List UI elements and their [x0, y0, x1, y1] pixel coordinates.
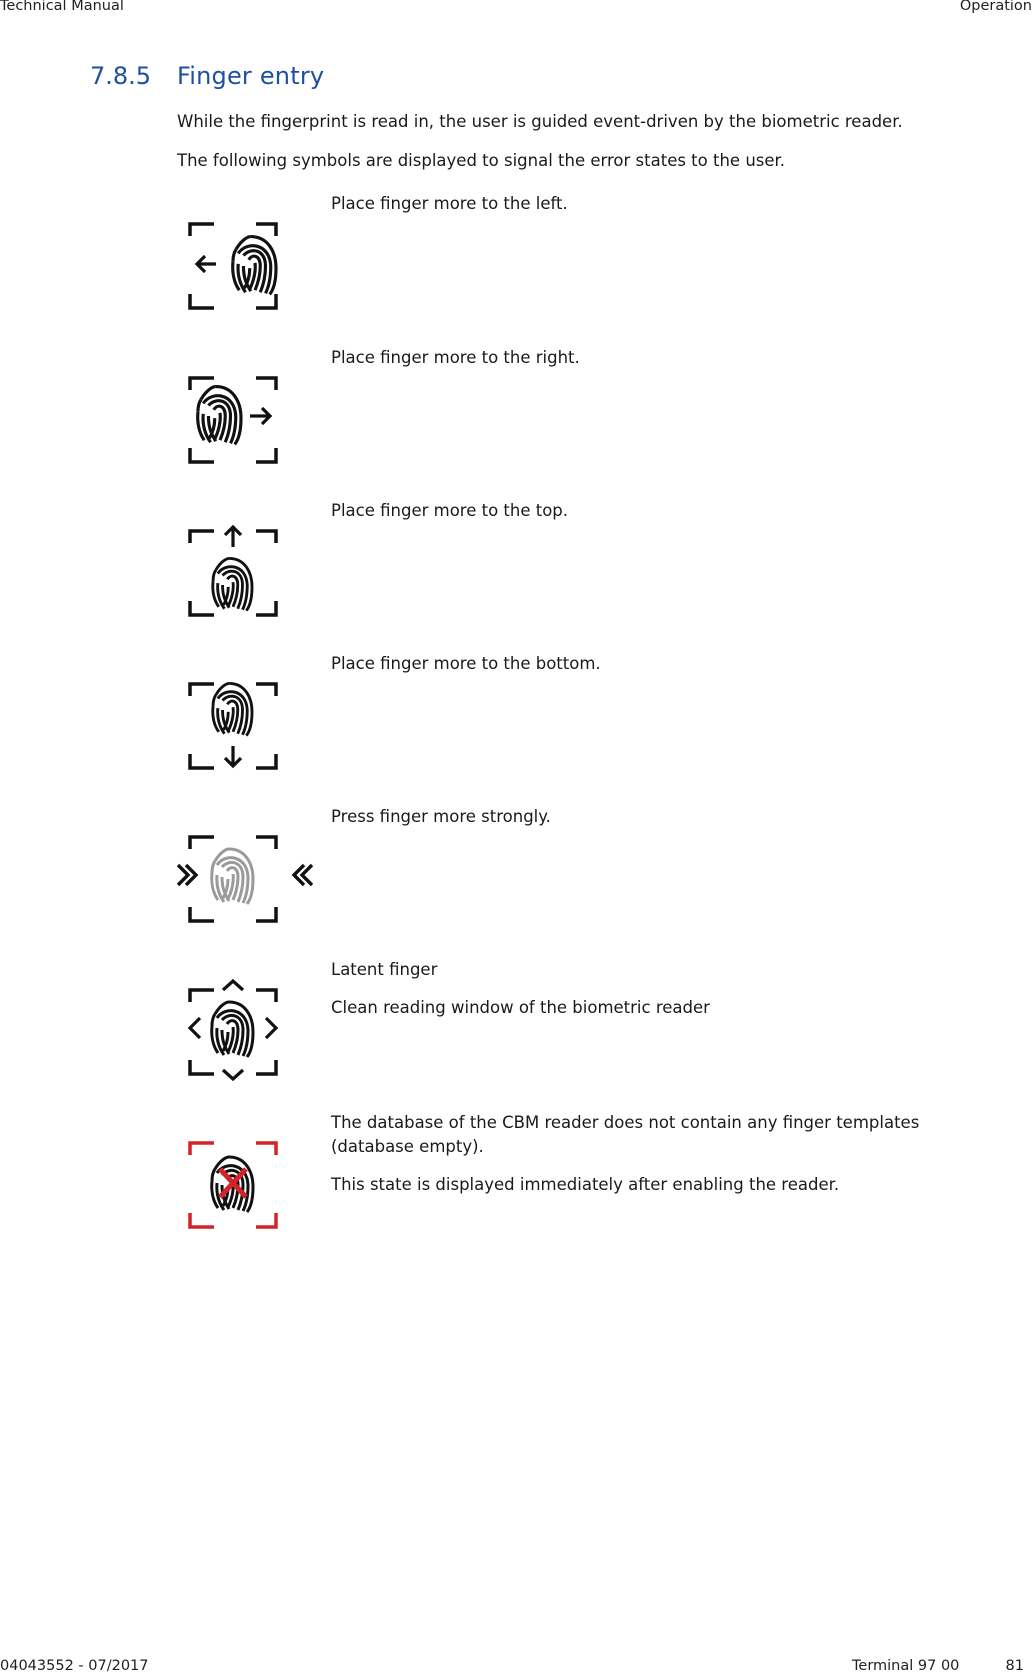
state-text: Latent finger — [331, 960, 438, 979]
section-title: Finger entry — [177, 62, 325, 90]
finger-left-icon — [170, 206, 320, 318]
state-text: Press finger more strongly. — [331, 807, 551, 826]
finger-press-icon — [170, 819, 320, 931]
state-text: The database of the CBM reader does not contain any finger templates (database empty). — [331, 1113, 920, 1156]
state-text: Place finger more to the bottom. — [331, 654, 601, 673]
footer-product-name: Terminal 97 00 — [852, 1658, 960, 1674]
footer-document-number: 04043552 - 07/2017 — [0, 1658, 149, 1674]
finger-up-icon — [170, 513, 320, 625]
section-number: 7.8.5 — [90, 62, 152, 90]
database-empty-icon — [170, 1125, 320, 1237]
intro-paragraph-1: While the fingerprint is read in, the user is guided event-driven by the biometric reader. — [177, 112, 903, 131]
state-text: Place finger more to the top. — [331, 501, 569, 520]
header-right-title: Operation — [959, 0, 1032, 14]
page-number: 81 — [1005, 1658, 1024, 1674]
header-left-title: Technical Manual — [0, 0, 124, 14]
state-text: Place finger more to the left. — [331, 194, 568, 213]
intro-paragraph-2: The following symbols are displayed to signal the error states to the user. — [177, 151, 786, 170]
state-text: Clean reading window of the biometric reader — [331, 998, 710, 1017]
finger-right-icon — [170, 360, 320, 472]
state-text: This state is displayed immediately after enabling the reader. — [331, 1175, 840, 1194]
latent-finger-icon — [170, 972, 320, 1084]
finger-down-icon — [170, 666, 320, 778]
state-text: Place finger more to the right. — [331, 348, 580, 367]
